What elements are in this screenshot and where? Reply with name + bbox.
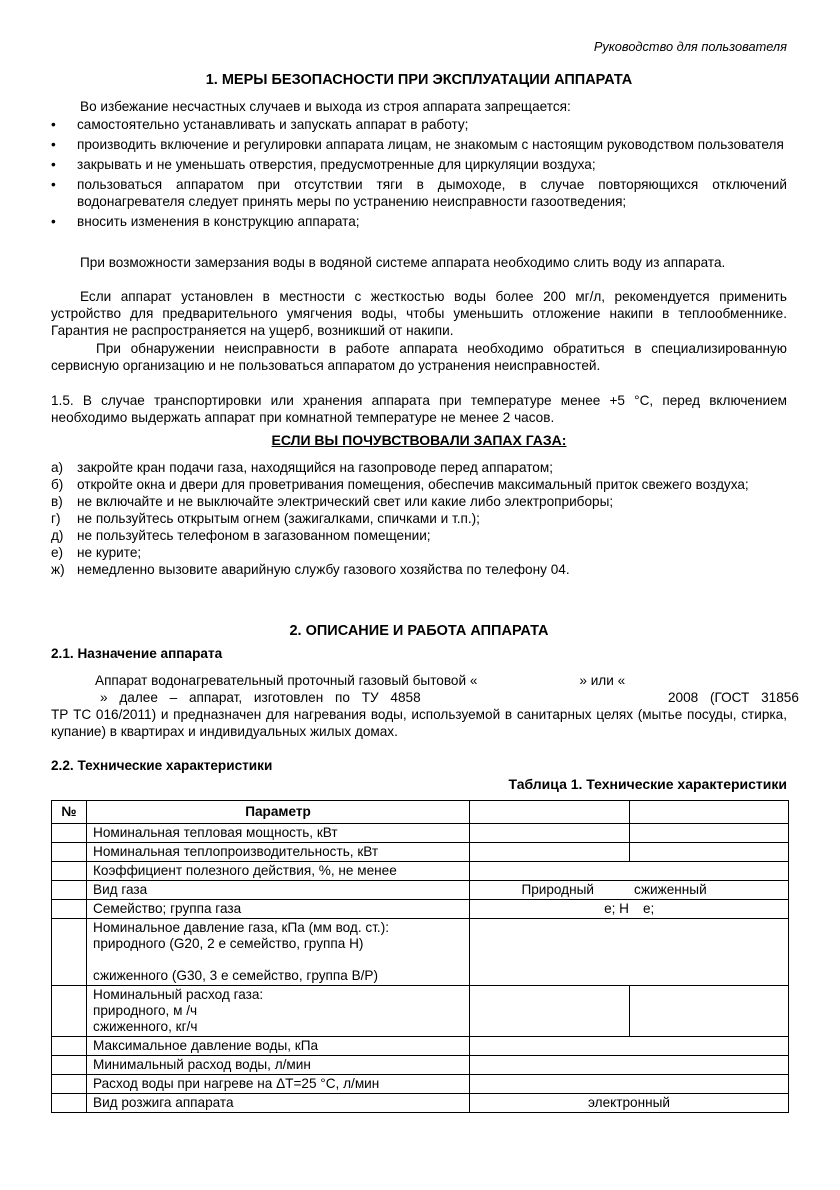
cell-line: сжиженного (G30, 3 е семейство, группа В/Р) [93,968,379,983]
paragraph-fault: При обнаружении неисправности в работе аппарата необходимо обратиться в специализированную сервисную организацию и не пользоваться аппаратом до устранения неисправностей. [51,341,787,373]
table-cell [52,900,87,919]
cell-line: Номинальное давление газа, кПа (мм вод. ст.): [93,920,390,935]
table-cell [52,986,87,1037]
table-cell [470,900,789,919]
table-cell: Семейство; группа газа [87,900,470,919]
header-param: Параметр [87,801,470,824]
list-item [51,476,787,493]
table-cell: Максимальное давление воды, кПа [87,1037,470,1056]
table-row [52,1075,789,1094]
list-marker: е) [51,545,64,560]
list-item: • производить включение и регулировки аппарата лицам, не знакомым с настоящим руководством пользователя [51,136,787,153]
section1-intro: Во избежание несчастных случаев и выхода из строя аппарата запрещается: [80,99,571,114]
cell-line: природного, м /ч [93,1003,198,1018]
table-row [52,843,789,862]
table-row [52,1056,789,1075]
table-cell [52,881,87,900]
page-header-note: Руководство для пользователя [593,39,787,54]
list-text: не включайте и не выключайте электрический свет или какие либо электроприборы; [77,494,614,509]
table-cell: Номинальная тепловая мощность, кВт [87,824,470,843]
table-cell [630,986,789,1037]
list-item [51,527,787,544]
table-cell [52,919,87,986]
table-cell [470,986,630,1037]
table-cell [87,986,470,1037]
table-cell: Вид газа [87,881,470,900]
subsection-2-1-title: 2.1. Назначение аппарата [51,646,223,661]
header-value-1 [470,801,630,824]
cell-line: Номинальный расход газа: [93,987,264,1002]
header-value-2 [630,801,789,824]
table-row [52,824,789,843]
list-text: не пользуйтесь открытым огнем (зажигалками, спичками и т.п.); [77,511,480,526]
table-cell [52,1094,87,1113]
gas-type-liquefied: сжиженный [634,882,707,897]
list-marker: в) [51,494,63,509]
table-cell [52,1075,87,1094]
paragraph-freeze: При возможности замерзания воды в водяной системе аппарата необходимо слить воду из аппарата. [80,255,726,270]
table-cell: электронный [470,1094,789,1113]
table-cell: Расход воды при нагреве на ΔТ=25 °С, л/мин [87,1075,470,1094]
table-cell: Коэффициент полезного действия, %, не менее [87,862,470,881]
table-cell: Минимальный расход воды, л/мин [87,1056,470,1075]
cell-line: природного (G20, 2 е семейство, группа Н) [93,936,364,951]
table-cell [470,824,630,843]
purpose-line-3: ТР ТС 016/2011) и предназначен для нагревания воды, используемой в санитарных целях (мытье посуды, стирка, купание) в квартирах и индивидуальных жилых домах. [51,707,787,739]
table-row [52,1094,789,1113]
prohibitions-list [51,116,787,230]
list-item [51,544,787,561]
list-marker: а) [51,460,64,475]
table-row [52,1037,789,1056]
section2-title: 2. ОПИСАНИЕ И РАБОТА АППАРАТА [289,623,549,639]
list-marker: ж) [51,562,65,577]
table-cell [470,919,789,986]
table-cell: Вид розжига аппарата [87,1094,470,1113]
table-row [52,919,789,986]
table-cell [470,1037,789,1056]
table-cell [52,1056,87,1075]
table-cell [470,862,789,881]
gas-smell-list [51,459,787,578]
list-item [51,561,787,578]
table-cell [52,843,87,862]
table-cell [470,881,789,900]
list-text: немедленно вызовите аварийную службу газового хозяйства по телефону 04. [77,562,570,577]
list-text: откройте окна и двери для проветривания помещения, обеспечив максимальный приток свежего воздуха; [77,477,749,492]
list-marker: б) [51,477,64,492]
gas-type-natural: Природный [521,882,594,897]
subsection-2-2-title: 2.2. Технические характеристики [51,758,273,773]
list-item [51,493,787,510]
table-cell [52,824,87,843]
table-cell: Номинальная теплопроизводительность, кВт [87,843,470,862]
table-cell [630,843,789,862]
list-item [51,510,787,527]
paragraph-hardness: Если аппарат установлен в местности с жесткостью воды более 200 мг/л, рекомендуется применить устройство для предварительного умягчения воды, чтобы уменьшить отложение накипи в теплообменнике. Гарантия не распространяется на ущерб, возникший от накипи. [51,289,787,338]
gas-smell-title: ЕСЛИ ВЫ ПОЧУВСТВОВАЛИ ЗАПАХ ГАЗА: [271,432,567,448]
cell-line: сжиженного, кг/ч [93,1019,198,1034]
table-row [52,881,789,900]
list-item: • закрывать и не уменьшать отверстия, предусмотренные для циркуляции воздуха; [51,156,787,173]
table-cell [630,824,789,843]
list-text: не курите; [77,545,142,560]
list-marker: д) [51,528,64,543]
table-cell [470,1075,789,1094]
list-item: • пользоваться аппаратом при отсутствии тяги в дымоходе, в случае повторяющихся отключений водонагревателя следует принять меры по устранению неисправности газоотведения; [51,176,787,210]
list-marker: г) [51,511,61,526]
tech-specs-table [51,800,789,1113]
table-cell [470,843,630,862]
list-item [51,459,787,476]
table-cell [87,919,470,986]
list-item: • вносить изменения в конструкцию аппарата; [51,213,787,230]
gas-family-liquefied: е; [643,901,655,916]
section1-title: 1. МЕРЫ БЕЗОПАСНОСТИ ПРИ ЭКСПЛУАТАЦИИ АППАРАТА [205,72,633,88]
table-row [52,986,789,1037]
header-no: № [52,801,87,824]
table-cell [52,862,87,881]
table-caption: Таблица 1. Технические характеристики [508,776,787,792]
purpose-line-1: Аппарат водонагревательный проточный газовый бытовой « » или « [95,673,626,688]
list-text: закройте кран подачи газа, находящийся на газопроводе перед аппаратом; [77,460,553,475]
paragraph-1-5: 1.5. В случае транспортировки или хранения аппарата при температуре менее +5 °С, перед включением необходимо выдержать аппарат при комнатной температуре не менее 2 часов. [51,393,787,425]
purpose-line-2: » далее – аппарат, изготовлен по ТУ 4858 2008 (ГОСТ 31856 [100,690,799,705]
gas-family-natural: е; Н [604,901,629,916]
table-cell [52,1037,87,1056]
table-row [52,862,789,881]
table-row [52,900,789,919]
list-item: • самостоятельно устанавливать и запускать аппарат в работу; [51,116,787,133]
table-header-row [52,801,789,824]
list-text: не пользуйтесь телефоном в загазованном помещении; [77,528,431,543]
table-cell [470,1056,789,1075]
